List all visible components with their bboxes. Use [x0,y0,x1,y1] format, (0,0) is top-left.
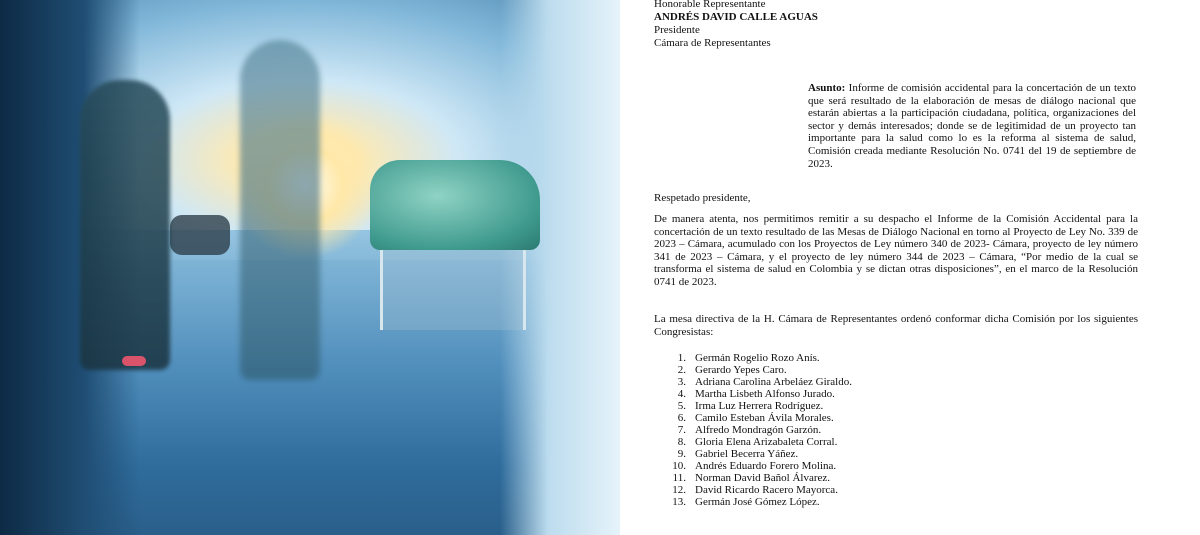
list-item-name: Martha Lisbeth Alfonso Jurado. [695,388,835,400]
photo-distant-gurney [170,215,230,255]
photo-gurney-blankets [370,160,540,250]
list-item-number: 13. [672,496,686,508]
list-item-number: 3. [677,376,686,388]
list-item-name: Norman David Bañol Álvarez. [695,472,831,484]
list-item-number: 9. [677,448,686,460]
list-item [664,484,852,496]
list-item-name: Germán José Gómez López. [695,496,820,508]
list-item [664,400,852,412]
list-item [664,364,852,376]
paragraph-2: La mesa directiva de la H. Cámara de Representantes ordenó conformar dicha Comisión por los siguientes Congresistas: [654,313,1138,338]
list-item [664,388,852,400]
list-item-number: 11. [672,472,686,484]
list-item-number: 7. [677,424,686,436]
list-item-name: Irma Luz Herrera Rodríguez. [695,400,824,412]
list-item-number: 1. [677,352,686,364]
list-item-name: Andrés Eduardo Forero Molina. [695,460,837,472]
list-item-name: Adriana Carolina Arbeláez Giraldo. [695,376,852,388]
list-item [664,460,852,472]
list-item [664,412,852,424]
list-item-name: Gloria Elena Arizabaleta Corral. [695,436,838,448]
list-item-number: 5. [677,400,686,412]
list-item [664,376,852,388]
photo-nurse-shoe [122,356,146,366]
addressee-name: ANDRÉS DAVID CALLE AGUAS [654,11,818,23]
photo-gurney-frame [380,245,526,330]
addressee-institution: Cámara de Representantes [654,37,771,49]
list-item [664,496,852,508]
list-item [664,424,852,436]
list-item-number: 4. [677,388,686,400]
letter-document [620,0,1200,535]
list-item-number: 8. [677,436,686,448]
subject-text: Informe de comisión accidental para la concertación de un texto que será resultado de la elaboración de mesas de diálogo nacional que estarán abiertas a la participación ciudadana, política, organizaciones del sector y demás interesados; donde se de legitimidad de un proyecto tan importante para la salud como lo es la reforma al sistema de salud, Comisión creada mediante Resolución No. 0741 del 19 de septiembre de 2023. [808,82,1137,170]
list-item-name: Gabriel Becerra Yáñez. [695,448,799,460]
addressee-role: Presidente [654,24,700,36]
list-item-name: Gerardo Yepes Caro. [695,364,787,376]
list-item-number: 6. [677,412,686,424]
photo-blurred-person [240,40,320,380]
list-item [664,436,852,448]
list-item [664,472,852,484]
list-item-name: Germán Rogelio Rozo Anís. [695,352,820,364]
subject-label: Asunto: [808,82,846,94]
paragraph-1: De manera atenta, nos permitimos remitir a su despacho el Informe de la Comisión Accidental para la concertación de un texto resultado de las Mesas de Diálogo Nacional en torno al Proyecto de Ley No. 339 de 2023 – Cámara, acumulado con los Proyectos de Ley número 340 de 2023- Cámara, proyecto de ley número 341 de 2023 – Cámara, y el proyecto de ley número 344 de 2023 – Cámara, “Por medio de la cual se transforma el sistema de salud en Colombia y se dictan otras disposiciones”, en el marco de la Resolución 0741 de 2023. [654,213,1138,288]
list-item-name: Alfredo Mondragón Garzón. [695,424,822,436]
list-item-name: Camilo Esteban Ávila Morales. [695,412,834,424]
addressee-line1: Honorable Representante [654,0,766,10]
list-item-number: 2. [677,364,686,376]
subject-block [808,82,1136,170]
list-item-number: 10. [672,460,686,472]
list-item [664,448,852,460]
list-item [664,352,852,364]
greeting: Respetado presidente, [654,192,751,204]
members-list [664,352,852,508]
list-item-name: David Ricardo Racero Mayorca. [695,484,838,496]
addressee-block [654,0,818,50]
list-item-number: 12. [672,484,686,496]
photo-walking-nurse [80,80,170,370]
